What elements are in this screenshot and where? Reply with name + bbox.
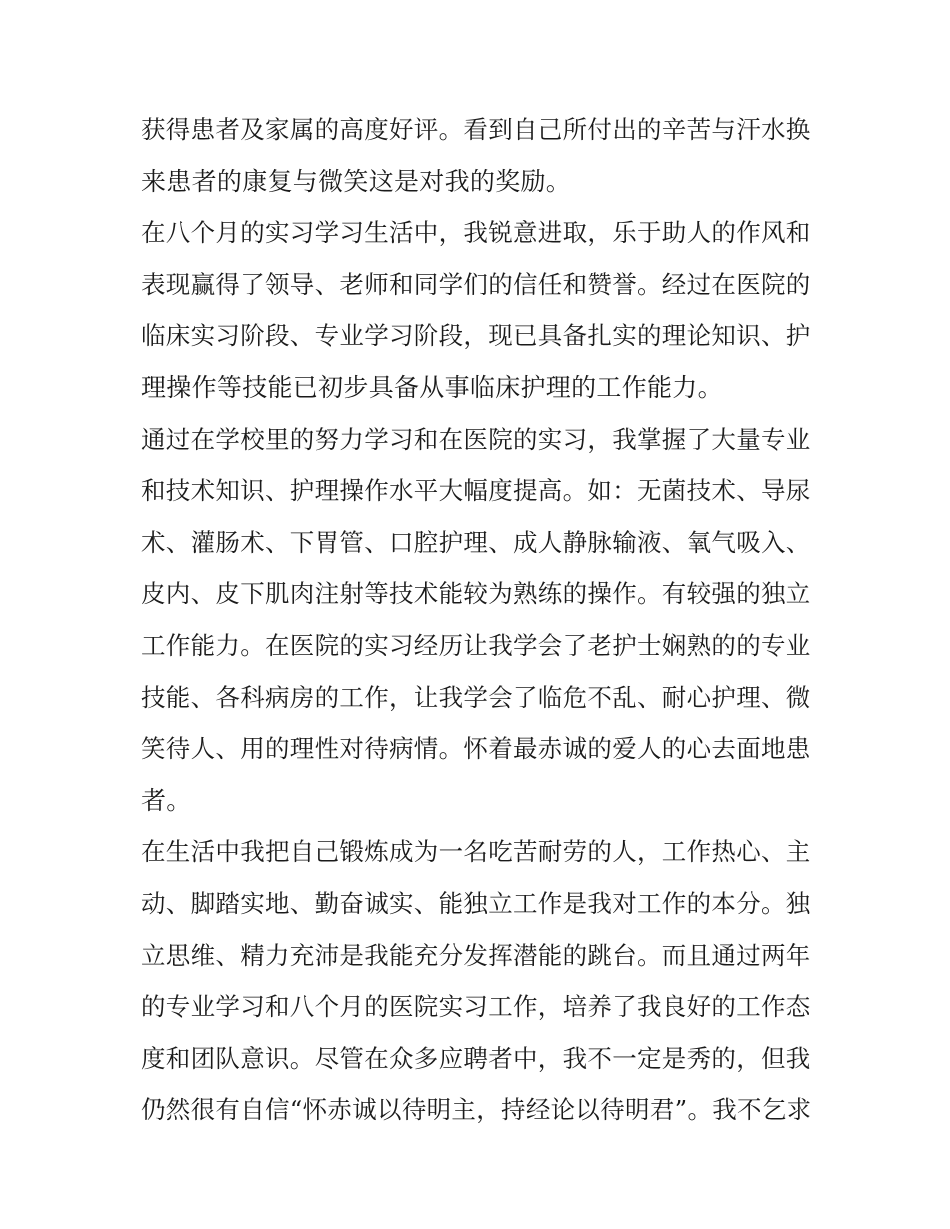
text-line: 皮内、皮下肌肉注射等技术能较为熟练的操作。有较强的独立	[141, 579, 811, 609]
text-line: 临床实习阶段、专业学习阶段，现已具备扎实的理论知识、护	[141, 321, 811, 351]
text-line: 来患者的康复与微笑这是对我的奖励。	[141, 166, 572, 196]
text-line: 技能、各科病房的工作，让我学会了临危不乱、耐心护理、微	[141, 682, 811, 712]
text-line: 者。	[141, 785, 192, 815]
text-line: 动、脚踏实地、勤奋诚实、能独立工作是我对工作的本分。独	[141, 888, 811, 918]
text-line: 和技术知识、护理操作水平大幅度提高。如：无菌技术、导尿	[141, 476, 811, 506]
text-line: 在生活中我把自己锻炼成为一名吃苦耐劳的人，工作热心、主	[141, 837, 811, 867]
text-line: 仍然很有自信“怀赤诚以待明主，持经论以待明君”。我不乞求	[141, 1095, 812, 1125]
text-line: 工作能力。在医院的实习经历让我学会了老护士娴熟的的专业	[141, 630, 811, 660]
text-line: 笑待人、用的理性对待病情。怀着最赤诚的爱人的心去面地患	[141, 734, 811, 764]
text-line: 立思维、精力充沛是我能充分发挥潜能的跳台。而且通过两年	[141, 940, 811, 970]
text-line: 表现赢得了领导、老师和同学们的信任和赞誉。经过在医院的	[141, 269, 811, 299]
text-line: 度和团队意识。尽管在众多应聘者中，我不一定是秀的，但我	[141, 1043, 811, 1073]
text-line: 获得患者及家属的高度好评。看到自己所付出的辛苦与汗水换	[141, 115, 811, 144]
text-line: 通过在学校里的努力学习和在医院的实习，我掌握了大量专业	[141, 424, 811, 454]
text-line: 在八个月的实习学习生活中，我锐意进取，乐于助人的作风和	[141, 218, 811, 248]
text-line: 的专业学习和八个月的医院实习工作，培养了我良好的工作态	[141, 992, 811, 1022]
text-line: 理操作等技能已初步具备从事临床护理的工作能力。	[141, 372, 723, 402]
text-line: 术、灌肠术、下胃管、口腔护理、成人静脉输液、氧气吸入、	[141, 527, 811, 557]
document-body	[141, 104, 813, 1136]
